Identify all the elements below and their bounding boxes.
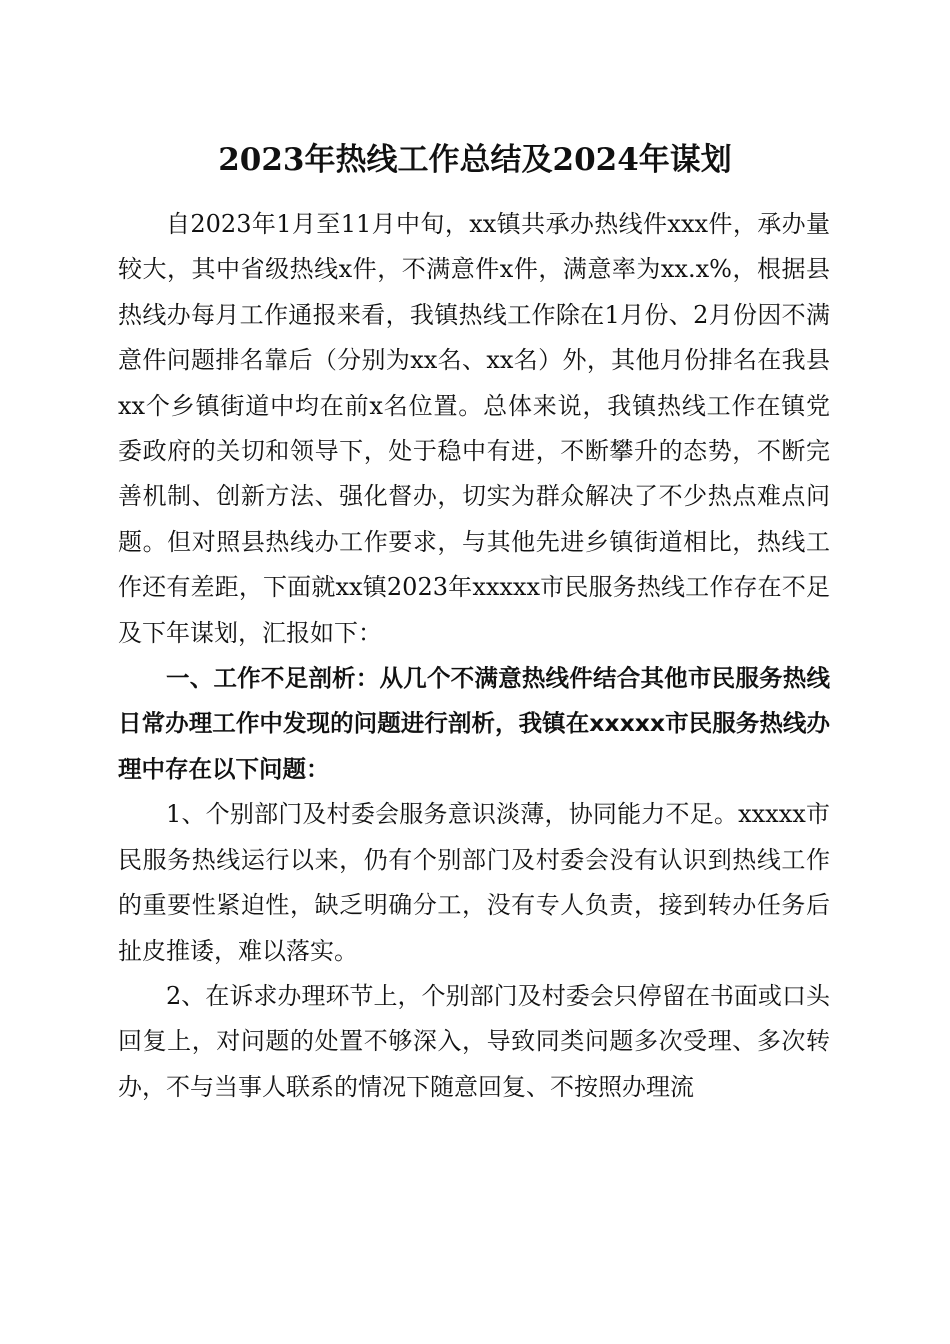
- section-heading-shortcomings: 一、工作不足剖析：从几个不满意热线件结合其他市民服务热线日常办理工作中发现的问题进行剖析，我镇在xxxxx市民服务热线办理中存在以下问题：: [118, 664, 830, 783]
- document-title: 2023年热线工作总结及2024年谋划: [218, 142, 732, 178]
- intro-paragraph: 自2023年1月至11月中旬，xx镇共承办热线件xxx件，承办量较大，其中省级热线x件，不满意件x件，满意率为xx.x%，根据县热线办每月工作通报来看，我镇热线工作除在1月份、2月份因不满意件问题排名靠后（分别为xx名、xx名）外，其他月份排名在我县xx个乡镇街道中均在前x名位置。总体来说，我镇热线工作在镇党委政府的关切和领导下，处于稳中有进，不断攀升的态势，不断完善机制、创新方法、强化督办，切实为群众解决了不少热点难点问题。但对照县热线办工作要求，与其他先进乡镇街道相比，热线工作还有差距，下面就xx镇2023年xxxxx市民服务热线工作存在不足及下年谋划，汇报如下：: [118, 210, 830, 647]
- issue-paragraph-2: 2、在诉求办理环节上，个别部门及村委会只停留在书面或口头回复上，对问题的处置不够深入，导致同类问题多次受理、多次转办，不与当事人联系的情况下随意回复、不按照办理流: [118, 981, 830, 1101]
- document-body: [118, 202, 830, 1110]
- issue-paragraph-1: 1、个别部门及村委会服务意识淡薄，协同能力不足。xxxxx市民服务热线运行以来，仍有个别部门及村委会没有认识到热线工作的重要性紧迫性，缺乏明确分工，没有专人负责，接到转办任务后扯皮推诿，难以落实。: [118, 800, 830, 965]
